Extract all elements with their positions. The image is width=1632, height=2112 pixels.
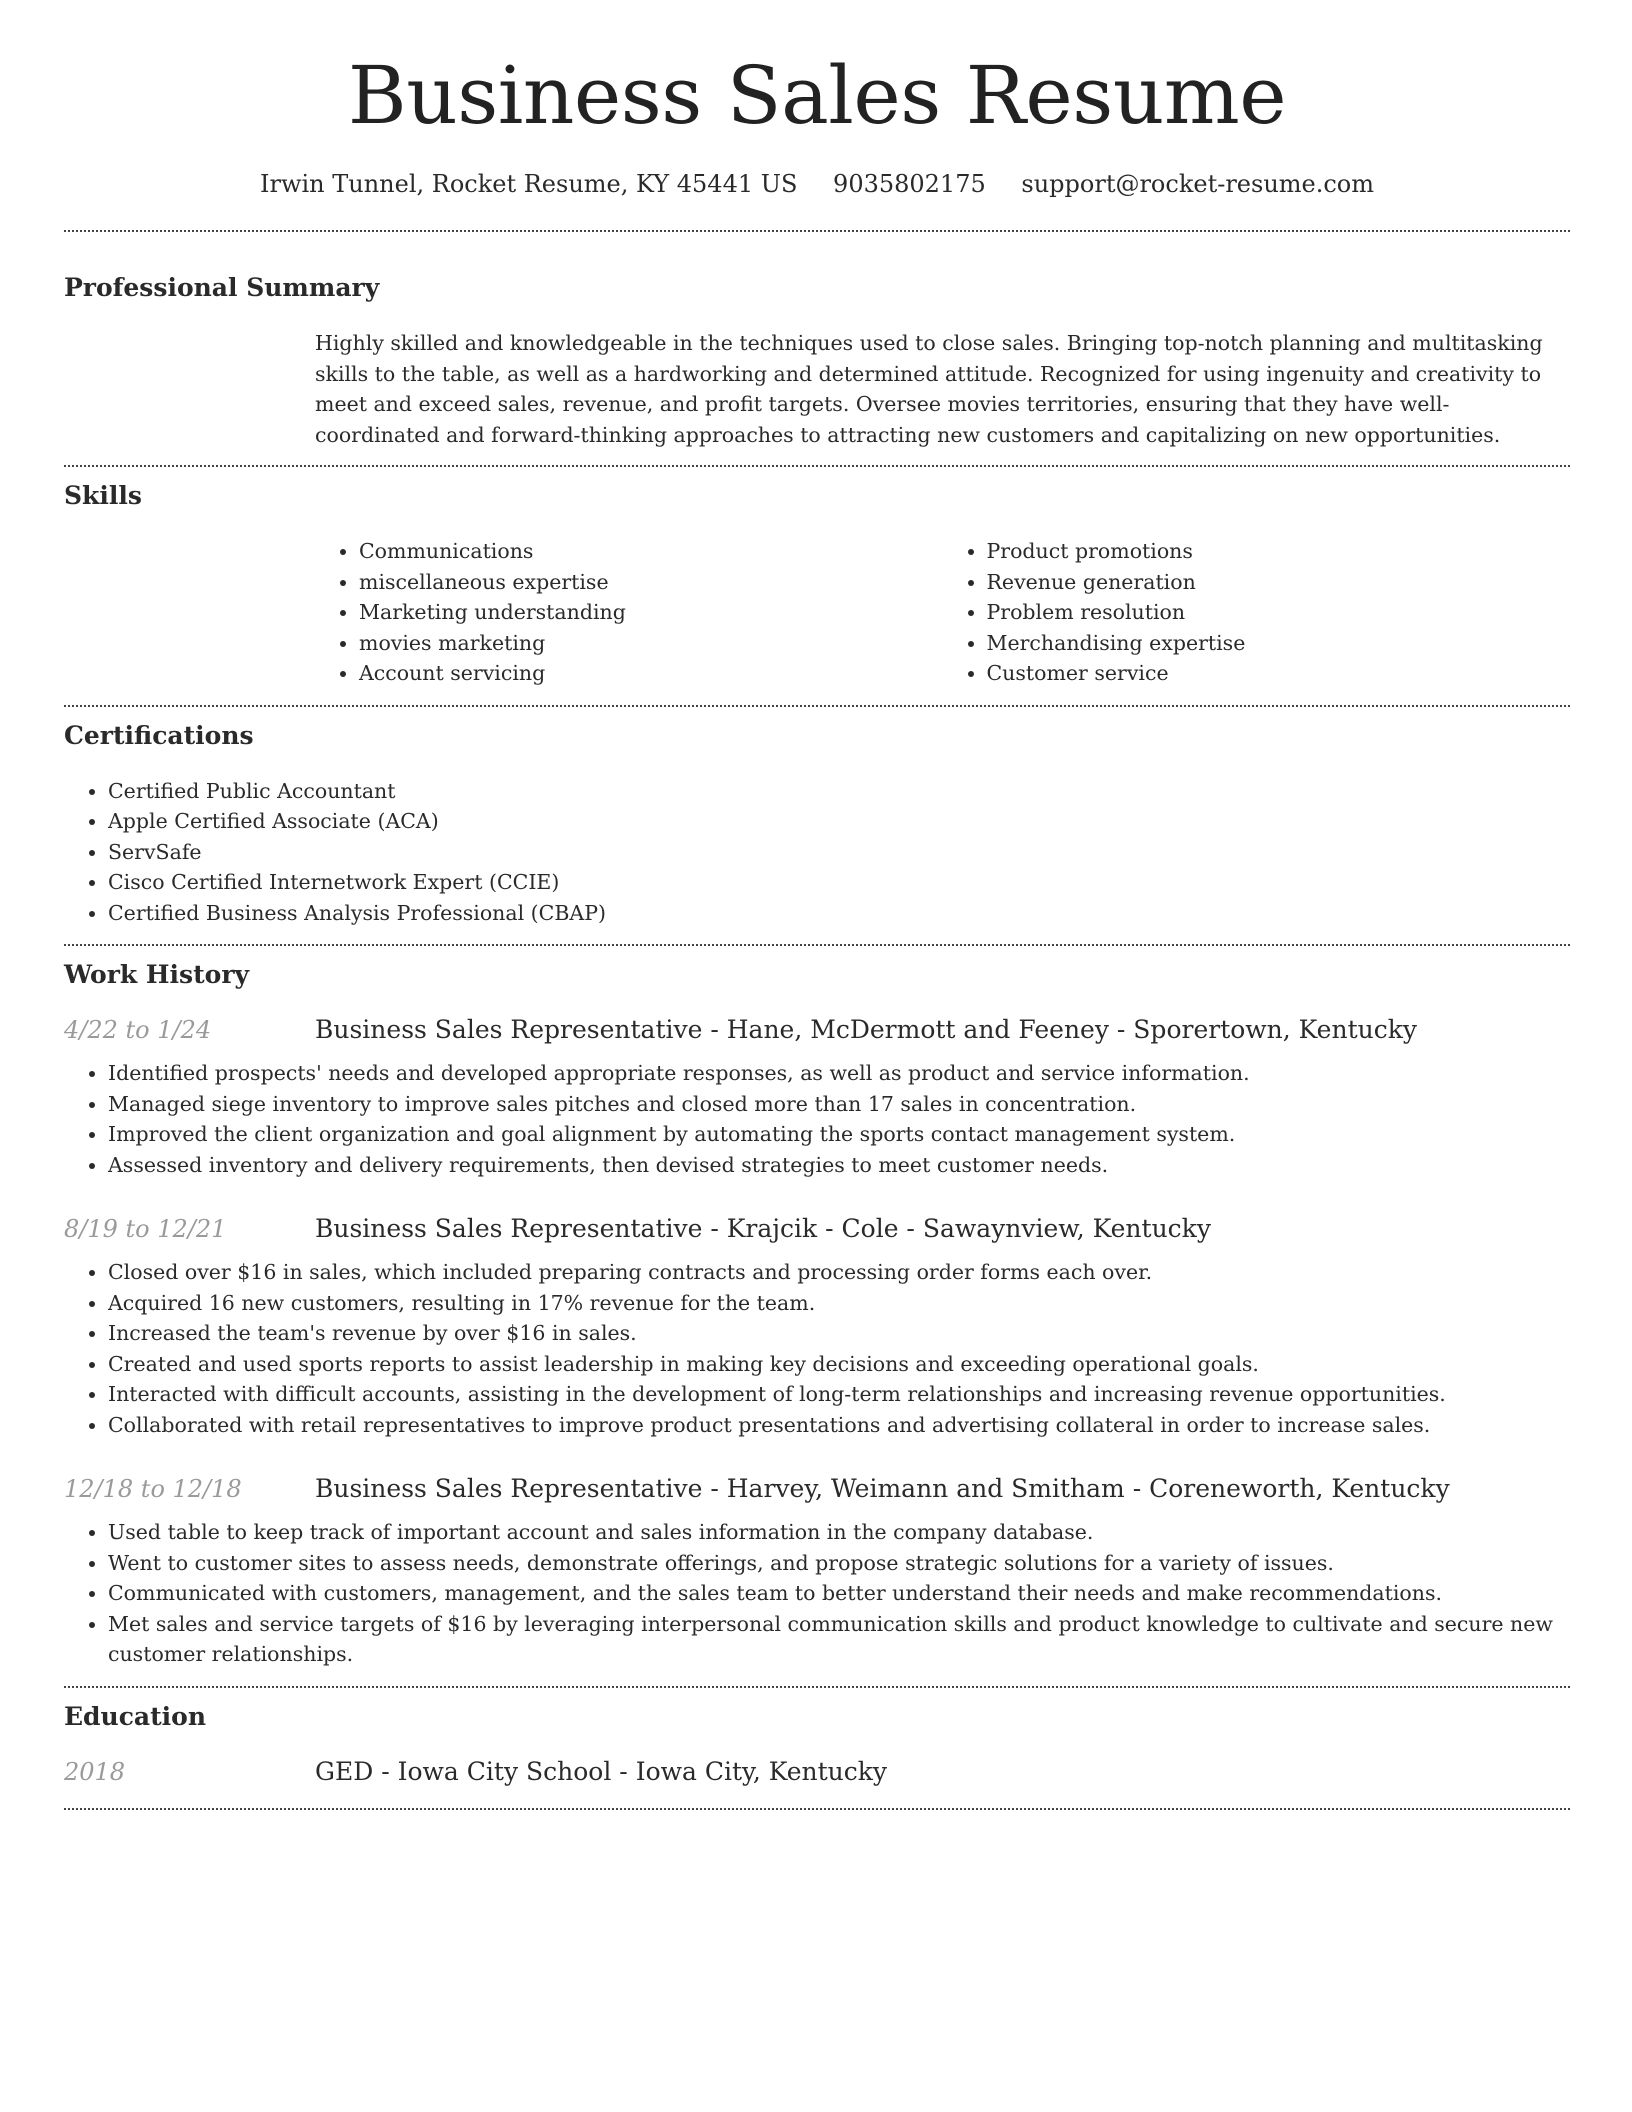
skill-item: • Communications [359, 536, 943, 567]
certification-item: • Certified Public Accountant [108, 776, 1570, 807]
certifications-list [64, 776, 1570, 929]
job-bullet: • Communicated with customers, management, and the sales team to better understand their needs and make recommendations. [108, 1578, 1570, 1609]
job-bullet: • Assessed inventory and delivery requirements, then devised strategies to meet customer needs. [108, 1150, 1570, 1181]
job-entry [64, 1214, 1570, 1440]
job-title: Business Sales Representative - Hane, McDermott and Feeney - Sporertown, Kentucky [315, 1015, 1418, 1044]
divider [64, 230, 1570, 232]
contact-phone: 9035802175 [833, 170, 986, 198]
skills-column-right [943, 536, 1571, 689]
job-header [64, 1214, 1570, 1243]
job-bullet: • Used table to keep track of important account and sales information in the company database. [108, 1517, 1570, 1548]
skill-item: • Product promotions [987, 536, 1571, 567]
divider [64, 465, 1570, 467]
work-history-heading: Work History [64, 960, 250, 989]
skill-item: • Problem resolution [987, 597, 1571, 628]
job-bullet: • Managed siege inventory to improve sales pitches and closed more than 17 sales in concentration. [108, 1089, 1570, 1120]
job-header [64, 1474, 1570, 1503]
skills-column-left [315, 536, 943, 689]
job-bullet: • Increased the team's revenue by over $16 in sales. [108, 1318, 1570, 1349]
education-heading: Education [64, 1701, 207, 1731]
job-dates: 12/18 to 12/18 [64, 1475, 242, 1503]
page-title: Business Sales Resume [347, 49, 1287, 142]
skill-item: • Revenue generation [987, 567, 1571, 598]
divider [64, 1808, 1570, 1810]
skill-item: • Merchandising expertise [987, 628, 1571, 659]
contact-address: Irwin Tunnel, Rocket Resume, KY 45441 US [259, 170, 798, 198]
job-bullet: • Met sales and service targets of $16 by leveraging interpersonal communication skills and product knowledge to cultivate and secure new customer relationships. [108, 1609, 1570, 1670]
job-bullet: • Interacted with difficult accounts, assisting in the development of long-term relationships and increasing revenue opportunities. [108, 1379, 1570, 1410]
skills-list [315, 536, 1570, 689]
education-entry [64, 1757, 1570, 1786]
summary-text: Highly skilled and knowledgeable in the techniques used to close sales. Bringing top-notch planning and multitasking skills to the table, as well as a hardworking and determined attitude. Recognized for using ingenuity and creativity to meet and exceed sales, revenue, and profit targets. Oversee movies territories, ensuring that they have well-coordinated and forward-thinking approaches to attracting new customers and capitalizing on new opportunities. [315, 331, 1543, 447]
job-dates: 8/19 to 12/21 [64, 1215, 227, 1243]
job-bullet: • Acquired 16 new customers, resulting in 17% revenue for the team. [108, 1288, 1570, 1319]
skill-item: • movies marketing [359, 628, 943, 659]
divider [64, 944, 1570, 946]
certification-item: • ServSafe [108, 837, 1570, 868]
job-bullets [64, 1058, 1570, 1180]
job-bullets [64, 1257, 1570, 1440]
job-bullet: • Went to customer sites to assess needs, demonstrate offerings, and propose strategic solutions for a variety of issues. [108, 1548, 1570, 1579]
job-header [64, 1015, 1570, 1044]
job-title: Business Sales Representative - Krajcik - Cole - Sawaynview, Kentucky [315, 1214, 1211, 1243]
certifications-heading: Certifications [64, 720, 254, 750]
skill-item: • miscellaneous expertise [359, 567, 943, 598]
certification-item: • Certified Business Analysis Professional (CBAP) [108, 898, 1570, 929]
skill-item: • Marketing understanding [359, 597, 943, 628]
job-bullet: • Identified prospects' needs and developed appropriate responses, as well as product and service information. [108, 1058, 1570, 1089]
job-bullets [64, 1517, 1570, 1670]
job-bullet: • Collaborated with retail representatives to improve product presentations and advertising collateral in order to increase sales. [108, 1410, 1570, 1441]
job-bullet: • Created and used sports reports to assist leadership in making key decisions and exceeding operational goals. [108, 1349, 1570, 1380]
divider [64, 705, 1570, 707]
contact-line [64, 172, 1570, 196]
divider [64, 1686, 1570, 1688]
summary-heading: Professional Summary [64, 273, 380, 302]
education-detail: GED - Iowa City School - Iowa City, Kentucky [315, 1756, 888, 1786]
skill-item: • Account servicing [359, 658, 943, 689]
job-entry [64, 1015, 1570, 1180]
certification-item: • Apple Certified Associate (ACA) [108, 806, 1570, 837]
job-bullet: • Improved the client organization and goal alignment by automating the sports contact management system. [108, 1119, 1570, 1150]
contact-email: support@rocket-resume.com [1021, 170, 1375, 198]
skills-heading: Skills [64, 481, 142, 510]
education-year: 2018 [64, 1757, 126, 1786]
resume-page [64, 0, 1570, 1810]
job-bullet: • Closed over $16 in sales, which included preparing contracts and processing order forms each over. [108, 1257, 1570, 1288]
job-dates: 4/22 to 1/24 [64, 1016, 212, 1044]
job-title: Business Sales Representative - Harvey, Weimann and Smitham - Coreneworth, Kentucky [315, 1474, 1450, 1503]
skill-item: • Customer service [987, 658, 1571, 689]
certification-item: • Cisco Certified Internetwork Expert (CCIE) [108, 867, 1570, 898]
job-entry [64, 1474, 1570, 1670]
